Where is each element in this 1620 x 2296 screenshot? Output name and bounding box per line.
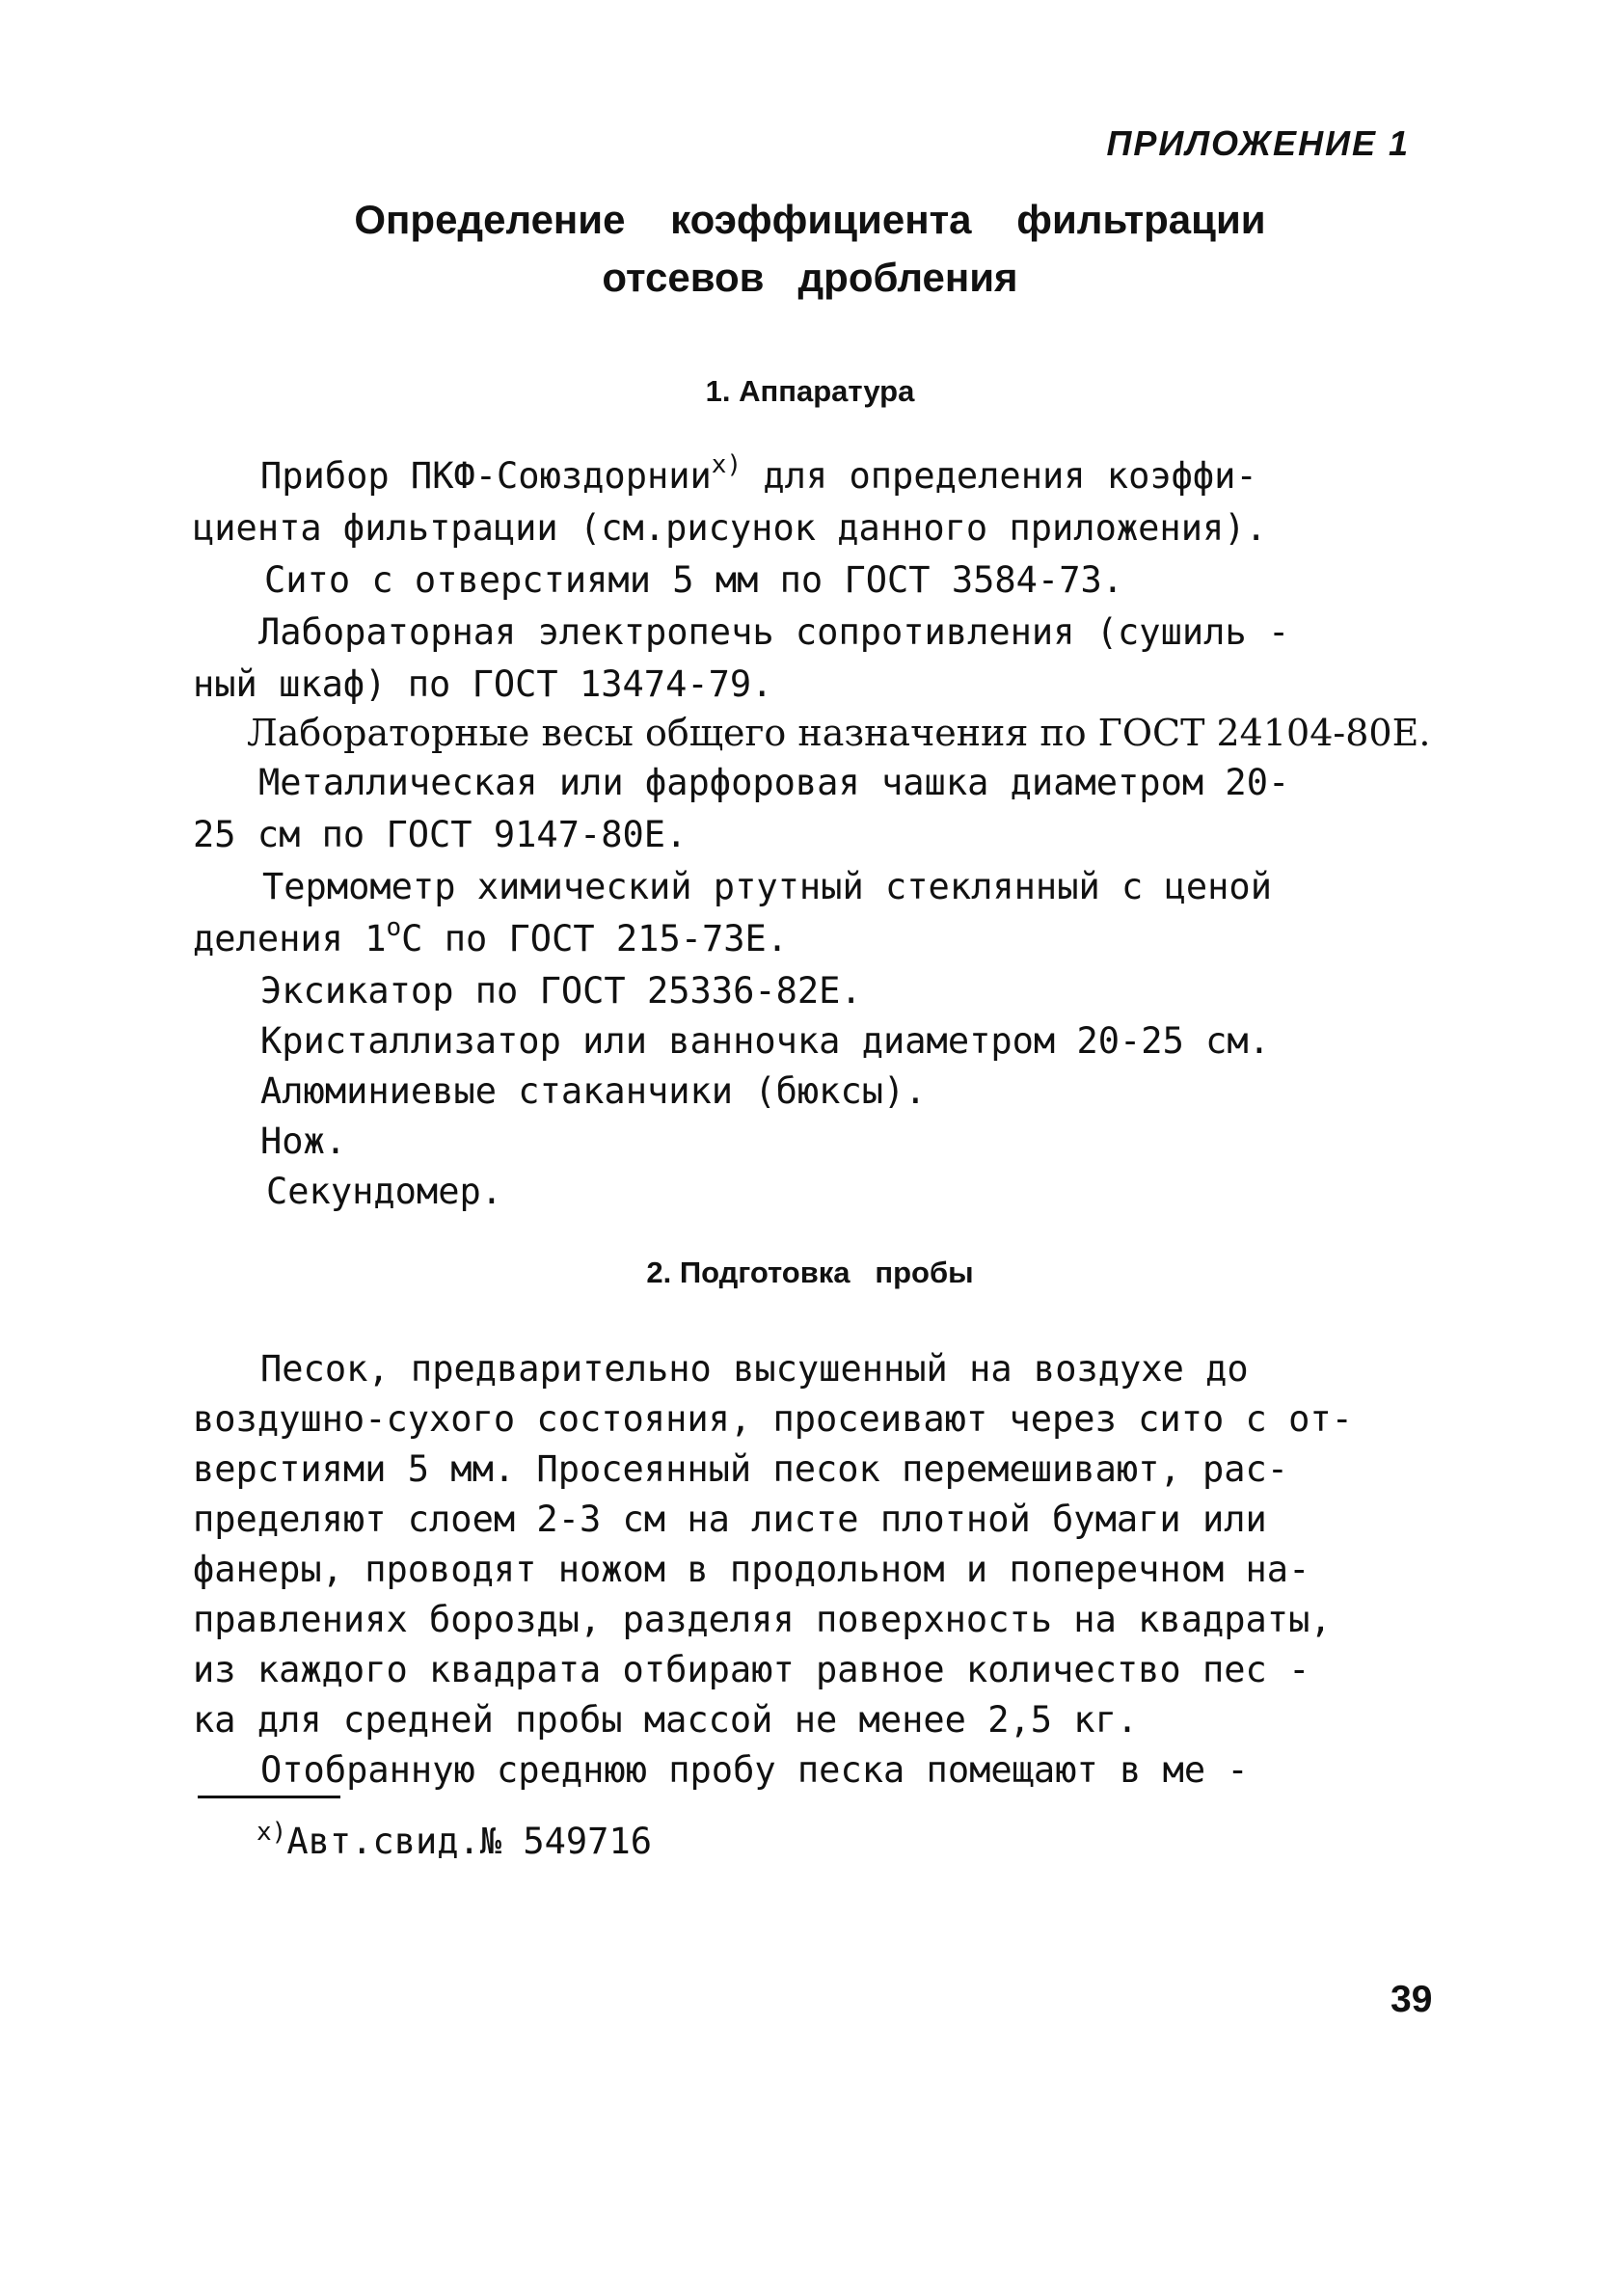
apparatus-line: Нож. — [260, 1121, 347, 1162]
apparatus-line: Сито с отверстиями 5 мм по ГОСТ 3584-73. — [264, 559, 1124, 601]
apparatus-text: деления 1 — [193, 918, 387, 959]
paragraph-line: из каждого квадрата отбирают равное количество пес - — [193, 1649, 1310, 1690]
apparatus-text: С по ГОСТ 215-73Е. — [401, 918, 789, 959]
footnote-marker: x) — [711, 450, 742, 479]
apparatus-line: Термометр химический ртутный стеклянный с ценой — [262, 866, 1272, 907]
apparatus-line — [193, 913, 789, 964]
paragraph-line: Песок, предварительно высушенный на воздухе до — [260, 1348, 1249, 1390]
document-title-line-2: отсевов дробления — [602, 255, 1018, 300]
section-heading-sample-preparation: 2. Подготовка пробы — [646, 1256, 974, 1289]
apparatus-line: Секундомер. — [266, 1171, 503, 1212]
apparatus-line — [260, 450, 1257, 501]
paragraph-line: правлениях борозды, разделяя поверхность на квадраты, — [193, 1599, 1332, 1640]
paragraph-line: пределяют слоем 2-3 см на листе плотной бумаги или — [193, 1499, 1267, 1540]
paragraph-line: верстиями 5 мм. Просеянный песок перемешивают, рас- — [193, 1448, 1289, 1490]
apparatus-text: Прибор ПКФ-Союздорнии — [260, 455, 712, 497]
apparatus-line: Кристаллизатор или ванночка диаметром 20-25 см. — [260, 1020, 1270, 1062]
document-title-line-1: Определение коэффициента фильтрации — [354, 197, 1266, 242]
apparatus-line: Металлическая или фарфоровая чашка диаметром 20- — [258, 762, 1290, 803]
footnote-marker: x) — [256, 1818, 287, 1847]
footnote-rule — [198, 1796, 340, 1798]
apparatus-line: 25 см по ГОСТ 9147-80Е. — [193, 814, 688, 855]
paragraph-line: фанеры, проводят ножом в продольном и поперечном на- — [193, 1549, 1310, 1590]
degree-sign: о — [386, 913, 402, 942]
appendix-label: ПРИЛОЖЕНИЕ 1 — [1106, 123, 1410, 163]
paragraph-line: ка для средней пробы массой не менее 2,5 кг. — [193, 1699, 1139, 1741]
apparatus-text: для определения коэффи- — [742, 455, 1257, 497]
apparatus-line: циента фильтрации (см.рисунок данного приложения). — [193, 507, 1267, 549]
apparatus-line: Эксикатор по ГОСТ 25336-82Е. — [260, 970, 862, 1012]
section-heading-apparatus: 1. Аппаратура — [705, 374, 915, 408]
footnote — [256, 1818, 653, 1862]
apparatus-line: ный шкаф) по ГОСТ 13474-79. — [193, 663, 773, 705]
page-number: 39 — [1390, 1979, 1433, 2020]
apparatus-line: Лабораторные весы общего назначения по ГОСТ 24104-80Е. — [247, 712, 1431, 754]
paragraph-line: воздушно-сухого состояния, просеивают через сито с от- — [193, 1398, 1353, 1440]
footnote-text: Авт.свид.№ 549716 — [286, 1821, 653, 1862]
apparatus-line: Алюминиевые стаканчики (бюксы). — [260, 1070, 927, 1112]
apparatus-line: Лабораторная электропечь сопротивления (сушиль - — [258, 611, 1290, 653]
paragraph-line: Отобранную среднюю пробу песка помещают в ме - — [260, 1749, 1249, 1791]
